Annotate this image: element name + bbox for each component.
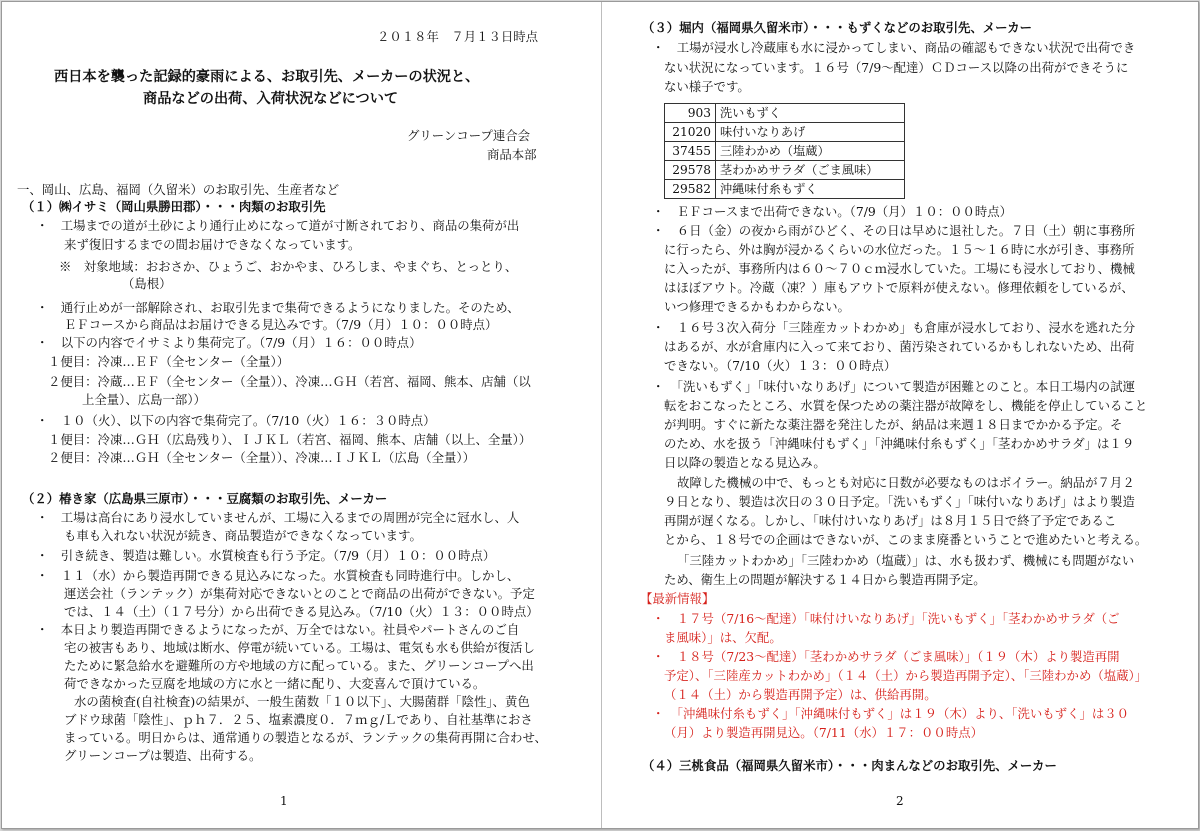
section-heading: 一、岡山、広島、福岡（久留米）のお取引先、生産者など (17, 182, 340, 197)
latest-line: ・ １７号（7/16～配達）「味付けいなりあげ」「洗いもずく」「茎わかめサラダ（ご (652, 611, 1120, 626)
s2-line: 水の菌検査(自社検査)の結果が、一般生菌数「１０以下」、大腸菌群「陰性」、黄色 (74, 694, 530, 709)
s1-line: 来ず復旧するまでの間お届けできなくなっています。 (64, 237, 361, 252)
document-spread (1, 1, 1199, 829)
table-row (665, 104, 905, 123)
s3-line: ・ ＥＦコースまで出荷できない。（7/9（月）１０：００時点） (652, 204, 1013, 219)
s1-line: ・ 以下の内容でイサミより集荷完了。（7/9（月）１６：００時点） (36, 335, 422, 350)
s1-line: １便目：冷凍…ＥＦ（全センター（全量）） (48, 354, 290, 369)
s3-line: とから、１８号での企画はできないが、このまま廃番ということで進めたいと考える。 (664, 532, 1148, 547)
s3-line: 「三陸カットわかめ」「三陸わかめ（塩蔵）」は、水も扱わず、機械にも問題がない (677, 553, 1135, 568)
s3-line: ・ ６日（金）の夜から雨がひどく、その日は早めに退社した。７日（土）朝に事務所 (652, 223, 1135, 238)
latest-line: 予定）、「三陸産カットわかめ」（１４（土）から製造再開予定）、「三陸わかめ（塩蔵）」 (664, 668, 1148, 683)
s3-line: ９日となり、製造は次日の３０日予定。「洗いもずく」「味付いなりあげ」はより製造 (664, 494, 1135, 509)
s2-line: ブドウ球菌「陰性」、ｐｈ７．２５、塩素濃度０．７ｍｇ/Ｌであり、自社基準におさ (64, 712, 533, 727)
product-code: 29582 (665, 180, 716, 199)
s3-heading: （３）堀内（福岡県久留米市）・・・もずくなどのお取引先、メーカー (642, 20, 1033, 35)
s2-line: ・ 引き続き、製造は難しい。水質検査も行う予定。（7/9（月）１０：００時点） (36, 548, 496, 563)
s2-line: 荷できなかった豆腐を地域の方に水と一緒に配り、大変喜んで頂けている。 (64, 676, 486, 691)
product-code: 29578 (665, 161, 716, 180)
s3-line: のため、水を扱う「沖縄味付もずく」「沖縄味付糸もずく」「茎わかめサラダ」は１９ (664, 436, 1135, 451)
product-name: 茎わかめサラダ（ごま風味） (716, 161, 905, 180)
s2-heading: （２）椿き家（広島県三原市）・・・豆腐類のお取引先、メーカー (22, 491, 388, 506)
s3-line: ・ 「洗いもずく」「味付いなりあげ」について製造が困難とのこと。本日工場内の試運 (652, 379, 1135, 394)
product-name: 洗いもずく (716, 104, 905, 123)
product-code: 37455 (665, 142, 716, 161)
s1-line: ・ １０（火）、以下の内容で集荷完了。（7/10（火）１６：３０時点） (36, 413, 436, 428)
s2-line: ・ 本日より製造再開できるようになったが、万全ではない。社員やパートさんのご自 (36, 622, 520, 637)
department-name: 商品本部 (487, 147, 537, 162)
s1-line: ・ 工場までの道が土砂により通行止めになって道が寸断されており、商品の集荷が出 (36, 218, 520, 233)
s2-line: ・ 工場は高台にあり浸水していませんが、工場に入るまでの周囲が完全に冠水し、人 (36, 510, 520, 525)
page-number-2: 2 (896, 794, 904, 808)
s3-line: に入ったが、事務所内は６０～７０ｃｍ浸水していた。工場にも浸水しており、機械 (664, 261, 1135, 276)
page-2 (602, 2, 1198, 828)
s2-line: 宅の被害もあり、地域は断水、停電が続いている。工場は、電気も水も供給が復活し (64, 640, 535, 655)
s1-line: ＥＦコースから商品はお届けできる見込みです。（7/9（月）１０：００時点） (64, 317, 498, 332)
latest-line: （月）より製造再開見込。（7/11（水）１７：００時点） (664, 725, 983, 740)
s4-heading: （４）三桃食品（福岡県久留米市）・・・肉まんなどのお取引先、メーカー (642, 758, 1057, 773)
table-row (665, 142, 905, 161)
s2-line: 運送会社（ランテック）が集荷対応できないとのことで商品の出荷ができない。予定 (64, 586, 535, 601)
s3-line: ない状況になっています。１６号（7/9～配達）ＣＤコース以降の出荷ができそうに (664, 60, 1129, 75)
s1-line: ２便目：冷凍…ＧＨ（全センター（全量））、冷凍…ＩＪＫＬ（広島（全量）） (48, 450, 475, 465)
s1-line: ※ 対象地域：おおさか、ひょうご、おかやま、ひろしま、やまぐち、とっとり、 (59, 259, 518, 274)
page-number-1: 1 (280, 794, 288, 808)
s2-line: グリーンコープは製造、出荷する。 (64, 748, 262, 763)
s3-line: いつ修理できるかもわからない。 (664, 299, 850, 314)
table-row (665, 161, 905, 180)
s2-line: では、１４（土）（１７号分）から出荷できる見込み。（7/10（火）１３：００時点） (64, 604, 539, 619)
s3-line: ない様子です。 (664, 79, 750, 94)
s1-line: ・ 通行止めが一部解除され、お取引先まで集荷できるようになりました。そのため、 (36, 300, 520, 315)
s3-line: 再開が遅くなる。しかし、「味付けいなりあげ」は８月１５日で終了予定であるこ (664, 513, 1117, 528)
product-code: 903 (665, 104, 716, 123)
s3-line: が判明。すぐに新たな薬注器を発注したが、納品は来週１８日までかかる予定。そ (664, 417, 1123, 432)
product-name: 三陸わかめ（塩蔵） (716, 142, 905, 161)
latest-line: （１４（土）から製造再開予定）は、供給再開。 (664, 687, 937, 702)
s3-line: できない。（7/10（火）１３：００時点） (664, 358, 897, 373)
s2-line: たために緊急給水を避難所の方や地域の方に配っている。また、グリーンコープへ出 (64, 658, 534, 673)
s3-line: はほぼアウト。冷蔵（凍？）庫もアウトで原料が使えない。修理依頼をしているが、 (664, 280, 1134, 295)
org-name: グリーンコープ連合会 (407, 128, 531, 143)
product-code: 21020 (665, 123, 716, 142)
s1-line: 上全量）、広島一部）） (82, 392, 206, 407)
latest-line: ・ 「沖縄味付糸もずく」「沖縄味付もずく」は１９（木）より、「洗いもずく」は３０ (652, 706, 1130, 721)
s3-line: に行ったら、外は胸が浸かるくらいの水位だった。１５～１６時に水が引き、事務所 (664, 242, 1135, 257)
s2-line: ・ １１（水）から製造再開できる見込みになった。水質検査も同時進行中。しかし、 (36, 568, 520, 583)
report-date: ２０１８年 ７月１３日時点 (377, 29, 539, 44)
s3-line: ため、衛生上の問題が解決する１４日から製造再開予定。 (664, 572, 986, 587)
latest-info-label: 【最新情報】 (640, 591, 715, 606)
s2-line: も車も入れない状況が続き、商品製造ができなくなっています。 (64, 528, 422, 543)
table-row (665, 180, 905, 199)
s2-line: まっている。明日からは、通常通りの製造となるが、ランテックの集荷再開に合わせ、 (64, 730, 547, 745)
document-title-line-2: 商品などの出荷、入荷状況などについて (143, 91, 399, 107)
s3-line: 日以降の製造となる見込み。 (664, 455, 826, 470)
affected-products-table (664, 103, 905, 199)
table-row (665, 123, 905, 142)
latest-line: ・ １８号（7/23～配達）「茎わかめサラダ（ごま風味）」（１９（木）より製造再開 (652, 649, 1120, 664)
latest-line: ま風味）」は、欠配。 (664, 630, 782, 645)
document-title-line-1: 西日本を襲った記録的豪雨による、お取引先、メーカーの状況と、 (54, 69, 480, 85)
s3-line: ・ 工場が浸水し冷蔵庫も水に浸かってしまい、商品の確認もできない状況で出荷でき (652, 40, 1136, 55)
product-name: 味付いなりあげ (716, 123, 905, 142)
s1-line: １便目：冷凍…ＧＨ（広島残り）、ＩＪＫＬ（若宮、福岡、熊本、店舗（以上、全量）） (48, 432, 532, 447)
s3-line: はあるが、水が倉庫内に入って来ており、菌汚染されているかもしれないため、出荷 (664, 339, 1135, 354)
s1-line: （島根） (122, 276, 172, 291)
s3-line: 故障した機械の中で、もっとも対応に日数が必要なものはボイラー。納品が７月２ (677, 475, 1135, 490)
product-name: 沖縄味付糸もずく (716, 180, 905, 199)
s1-line: ２便目：冷蔵…ＥＦ（全センター（全量））、冷凍…ＧＨ（若宮、福岡、熊本、店舗（以 (48, 374, 531, 389)
s3-line: 転をおこなったところ、水質を保つための薬注器が故障をし、機能を停止していること (664, 398, 1148, 413)
page-1 (2, 2, 601, 828)
s3-line: ・ １６号３次入荷分「三陸産カットわかめ」も倉庫が浸水しており、浸水を逃れた分 (652, 320, 1136, 335)
s1-heading: （１）㈱イサミ（岡山県勝田郡）・・・肉類のお取引先 (22, 199, 326, 214)
